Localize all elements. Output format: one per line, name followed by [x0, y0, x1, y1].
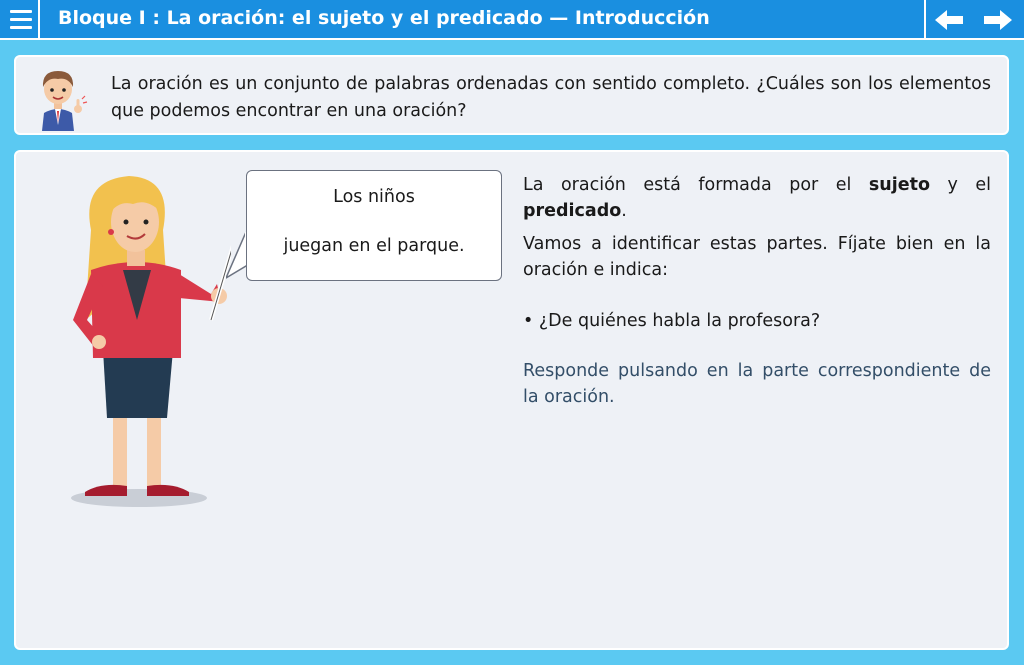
term-sujeto: sujeto	[868, 175, 930, 195]
hint-text: Responde pulsando en la parte correspondiente de la oración.	[523, 361, 991, 407]
menu-button[interactable]	[0, 0, 40, 40]
page-title: Bloque I : La oración: el sujeto y el predicado — Introducción	[58, 7, 710, 29]
sentence-subject[interactable]: Los niños	[333, 187, 415, 207]
instruction-paragraph: Vamos a identificar estas partes. Fíjate bien en la oración e indica:	[523, 234, 991, 280]
main-panel	[14, 150, 1009, 650]
divider	[924, 0, 926, 40]
definition-text: La oración está formada por el	[523, 175, 869, 195]
term-predicado: predicado	[523, 201, 622, 221]
definition-text: y el	[930, 175, 991, 195]
definition-text: .	[621, 201, 627, 221]
explanation-text	[523, 172, 991, 410]
next-button[interactable]	[982, 8, 1014, 32]
previous-button[interactable]	[933, 8, 965, 32]
arrow-left-icon	[933, 8, 965, 32]
top-bar	[0, 0, 1024, 40]
speech-bubble	[246, 170, 502, 281]
arrow-right-icon	[982, 8, 1014, 32]
definition-paragraph	[523, 172, 991, 224]
teacher-illustration	[51, 170, 231, 510]
boy-avatar-icon	[28, 63, 88, 131]
intro-text: La oración es un conjunto de palabras ordenadas con sentido completo. ¿Cuáles son los elementos que podemos encontrar en una oración?	[111, 74, 991, 121]
intro-box	[14, 55, 1009, 135]
question-text: • ¿De quiénes habla la profesora?	[523, 311, 821, 331]
sentence-predicate[interactable]: juegan en el parque.	[283, 236, 465, 256]
